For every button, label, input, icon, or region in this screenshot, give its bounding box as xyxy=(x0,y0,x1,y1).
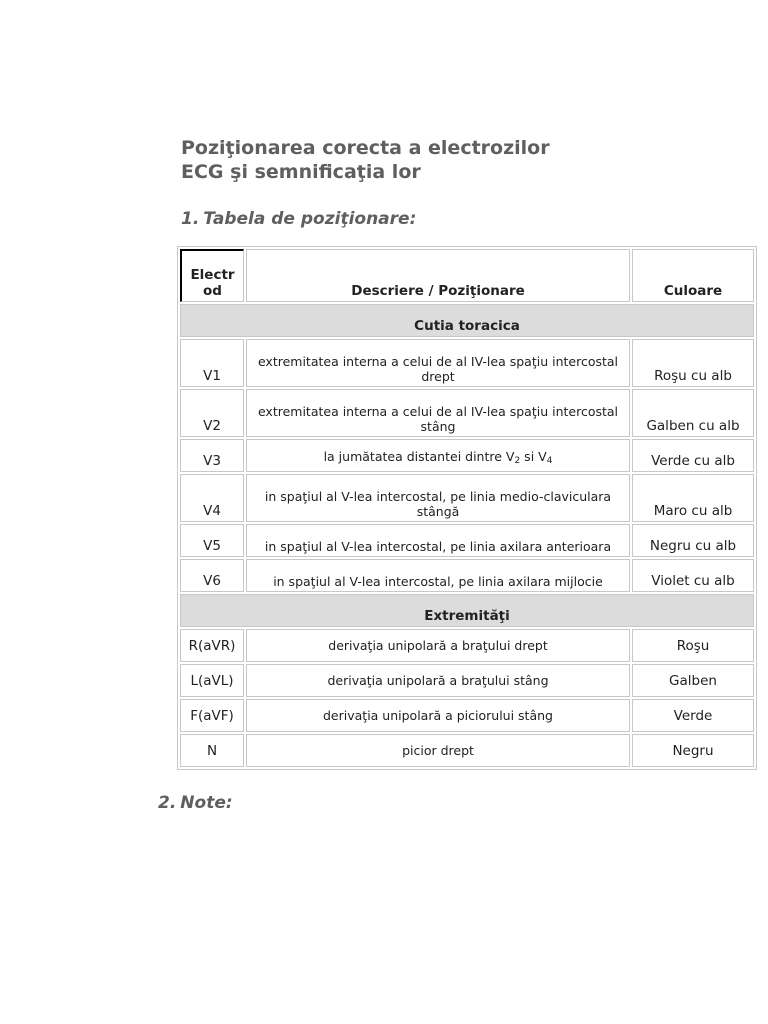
electrod-cell: V5 xyxy=(180,524,244,557)
description-cell: extremitatea interna a celui de al IV-lea spaţiu intercostal stâng xyxy=(246,389,630,437)
electrod-cell: F(aVF) xyxy=(180,699,244,732)
section-number: 1. xyxy=(181,209,200,229)
description-cell: derivaţia unipolară a braţului stâng xyxy=(246,664,630,697)
electrod-cell: V3 xyxy=(180,439,244,472)
subscript: 4 xyxy=(546,456,553,466)
table-row xyxy=(180,664,754,697)
electrod-cell: L(aVL) xyxy=(180,664,244,697)
color-cell: Negru xyxy=(632,734,754,767)
description-cell xyxy=(246,439,630,472)
electrod-cell: V6 xyxy=(180,559,244,592)
column-header-color: Culoare xyxy=(632,249,754,302)
color-cell: Verde xyxy=(632,699,754,732)
color-cell: Negru cu alb xyxy=(632,524,754,557)
color-cell: Roşu xyxy=(632,629,754,662)
section-label: Tabela de poziţionare: xyxy=(203,209,417,229)
table-row xyxy=(180,559,754,592)
color-cell: Violet cu alb xyxy=(632,559,754,592)
description-cell: picior drept xyxy=(246,734,630,767)
description-cell: derivaţia unipolară a braţului drept xyxy=(246,629,630,662)
section-label: Note: xyxy=(180,793,233,813)
table-header-row xyxy=(180,249,754,302)
electrod-cell: V1 xyxy=(180,339,244,387)
table-row xyxy=(180,629,754,662)
electrod-cell: V2 xyxy=(180,389,244,437)
color-cell: Galben cu alb xyxy=(632,389,754,437)
color-cell: Maro cu alb xyxy=(632,474,754,522)
group-row-extremities xyxy=(180,594,754,627)
section-heading-table xyxy=(181,208,416,230)
description-cell: in spaţiul al V-lea intercostal, pe linia axilara mijlocie xyxy=(246,559,630,592)
description-text: la jumătatea distantei dintre V xyxy=(323,449,515,464)
description-text: si V xyxy=(520,449,547,464)
table-row xyxy=(180,699,754,732)
electrode-positioning-table xyxy=(177,246,757,770)
section-heading-notes xyxy=(158,792,233,814)
electrod-cell: R(aVR) xyxy=(180,629,244,662)
description-cell: extremitatea interna a celui de al IV-lea spaţiu intercostal drept xyxy=(246,339,630,387)
color-cell: Galben xyxy=(632,664,754,697)
document-title-line-1: Poziţionarea corecta a electrozilor xyxy=(181,137,550,159)
color-cell: Roşu cu alb xyxy=(632,339,754,387)
group-row-chest xyxy=(180,304,754,337)
table-row xyxy=(180,439,754,472)
document-title-line-2: ECG şi semnificaţia lor xyxy=(181,161,421,183)
column-header-description: Descriere / Poziţionare xyxy=(246,249,630,302)
table-row xyxy=(180,734,754,767)
description-cell: derivaţia unipolară a piciorului stâng xyxy=(246,699,630,732)
group-label: Cutia toracica xyxy=(180,304,754,337)
table-row xyxy=(180,339,754,387)
group-label: Extremităţi xyxy=(180,594,754,627)
description-cell: in spaţiul al V-lea intercostal, pe linia medio-claviculara stângă xyxy=(246,474,630,522)
table-row xyxy=(180,474,754,522)
electrod-cell: N xyxy=(180,734,244,767)
table-row xyxy=(180,524,754,557)
description-cell: in spaţiul al V-lea intercostal, pe linia axilara anterioara xyxy=(246,524,630,557)
section-number: 2. xyxy=(158,793,177,813)
color-cell: Verde cu alb xyxy=(632,439,754,472)
table-row xyxy=(180,389,754,437)
column-header-electrod: Electrod xyxy=(180,249,244,302)
subscript: 2 xyxy=(514,456,521,466)
electrod-cell: V4 xyxy=(180,474,244,522)
document-title xyxy=(181,136,641,184)
